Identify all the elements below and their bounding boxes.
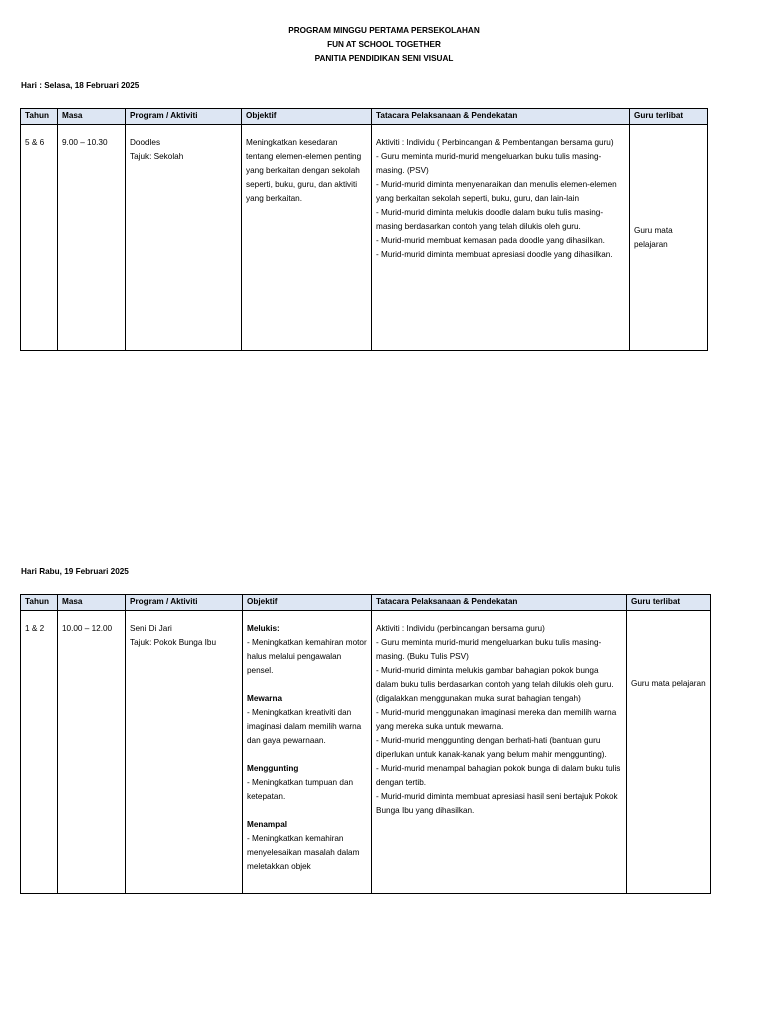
- table-header-row: [21, 109, 708, 125]
- tatacara-step: - Murid-murid menggunting dengan berhati-hati (bantuan guru diperlukan untuk kanak-kanak yang belum mahir menggunting).: [376, 736, 607, 759]
- column-header-tatacara: Tatacara Pelaksanaan & Pendekatan: [372, 595, 627, 611]
- tatacara-step: - Murid-murid menampal bahagian pokok bunga di dalam buku tulis dengan tertib.: [376, 764, 621, 787]
- objective-heading: Menampal: [247, 820, 288, 829]
- table-row: [21, 611, 711, 894]
- column-header-tatacara: Tatacara Pelaksanaan & Pendekatan: [372, 109, 630, 125]
- cell-guru: Guru mata pelajaran: [630, 125, 708, 351]
- cell-masa: 9.00 – 10.30: [58, 125, 126, 351]
- objective-spacer: [247, 804, 367, 818]
- cell-tatacara: [372, 125, 630, 351]
- day-2-schedule-table: [20, 594, 711, 894]
- document-heading: [0, 24, 768, 66]
- objective-heading: Menggunting: [247, 764, 299, 773]
- tatacara-step: - Murid-murid diminta membuat apresiasi doodle yang dihasilkan.: [376, 250, 613, 259]
- column-header-program: Program / Aktiviti: [126, 109, 242, 125]
- program-name: Seni Di Jari: [130, 624, 172, 633]
- cell-program: [126, 125, 242, 351]
- column-header-masa: Masa: [58, 109, 126, 125]
- objective-text: - Meningkatkan kemahiran menyelesaikan masalah dalam meletakkan objek: [247, 834, 360, 871]
- day-2-label: Hari Rabu, 19 Februari 2025: [21, 567, 129, 576]
- column-header-tahun: Tahun: [21, 109, 58, 125]
- heading-line-1: PROGRAM MINGGU PERTAMA PERSEKOLAHAN: [288, 26, 480, 35]
- tatacara-step: Aktiviti : Individu (perbincangan bersama guru): [376, 624, 545, 633]
- tatacara-step: Aktiviti : Individu ( Perbincangan & Pembentangan bersama guru): [376, 138, 614, 147]
- cell-program: [126, 611, 243, 894]
- tatacara-step: - Murid-murid membuat kemasan pada doodle yang dihasilkan.: [376, 236, 605, 245]
- column-header-program: Program / Aktiviti: [126, 595, 243, 611]
- tatacara-step: - Murid-murid diminta menyenaraikan dan menulis elemen-elemen yang berkaitan sekolah seperti, buku, guru, dan lain-lain: [376, 180, 617, 203]
- table-header-row: [21, 595, 711, 611]
- tatacara-step: - Guru meminta murid-murid mengeluarkan buku tulis masing-masing. (PSV): [376, 152, 602, 175]
- objective-heading: Mewarna: [247, 694, 283, 703]
- heading-line-2: FUN AT SCHOOL TOGETHER: [327, 40, 441, 49]
- objective-text: - Meningkatkan kemahiran motor halus melalui pengawalan pensel.: [247, 638, 367, 675]
- table-row: [21, 125, 708, 351]
- column-header-guru: Guru terlibat: [627, 595, 711, 611]
- column-header-masa: Masa: [58, 595, 126, 611]
- objective-text: - Meningkatkan tumpuan dan ketepatan.: [247, 778, 354, 801]
- cell-guru: Guru mata pelajaran: [627, 611, 711, 894]
- cell-tatacara: [372, 611, 627, 894]
- column-header-tahun: Tahun: [21, 595, 58, 611]
- tatacara-step: - Murid-murid diminta melukis doodle dalam buku tulis masing-masing berdasarkan contoh yang telah dilukis oleh guru.: [376, 208, 604, 231]
- objective-spacer: [247, 748, 367, 762]
- tatacara-step: - Murid-murid diminta membuat apresiasi hasil seni bertajuk Pokok Bunga Ibu yang dihasilkan.: [376, 792, 618, 815]
- cell-objektif: [243, 611, 372, 894]
- day-1-schedule-table: [20, 108, 708, 351]
- objective-spacer: [247, 678, 367, 692]
- objective-heading: Melukis:: [247, 624, 280, 633]
- objective-text: - Meningkatkan kreativiti dan imaginasi dalam memilih warna dan gaya pewarnaan.: [247, 708, 362, 745]
- program-name: Doodles: [130, 138, 161, 147]
- column-header-guru: Guru terlibat: [630, 109, 708, 125]
- cell-tahun: 5 & 6: [21, 125, 58, 351]
- cell-masa: 10.00 – 12.00: [58, 611, 126, 894]
- program-topic: Tajuk: Pokok Bunga Ibu: [130, 638, 217, 647]
- program-topic: Tajuk: Sekolah: [130, 152, 184, 161]
- day-1-label: Hari : Selasa, 18 Februari 2025: [21, 81, 140, 90]
- tatacara-step: - Murid-murid diminta melukis gambar bahagian pokok bunga dalam buku tulis berdasarkan contoh yang telah dilukis oleh guru. (digalakkan menggunakan muka surat bahagian tengah): [376, 666, 614, 703]
- column-header-objektif: Objektif: [243, 595, 372, 611]
- cell-tahun: 1 & 2: [21, 611, 58, 894]
- tatacara-step: - Guru meminta murid-murid mengeluarkan buku tulis masing-masing. (Buku Tulis PSV): [376, 638, 602, 661]
- heading-line-3: PANITIA PENDIDIKAN SENI VISUAL: [314, 54, 454, 63]
- cell-objektif: Meningkatkan kesedaran tentang elemen-elemen penting yang berkaitan dengan sekolah seperti, buku, guru, dan aktiviti yang berkaitan.: [242, 125, 372, 351]
- column-header-objektif: Objektif: [242, 109, 372, 125]
- tatacara-step: - Murid-murid menggunakan imaginasi mereka dan memilih warna yang mereka suka untuk mewarna.: [376, 708, 617, 731]
